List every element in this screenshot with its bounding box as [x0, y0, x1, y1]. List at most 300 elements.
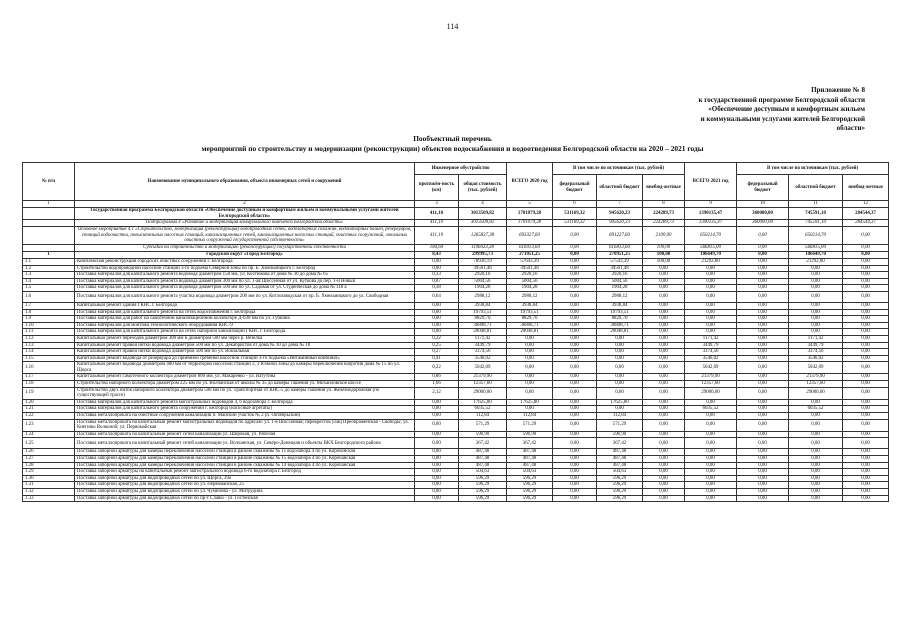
row-value: 0,00	[843, 475, 889, 482]
row-value: 12357,60	[789, 381, 843, 388]
row-value: 0,00	[685, 469, 737, 476]
row-value: 596,29	[459, 488, 507, 495]
row-value: 0,00	[643, 419, 685, 431]
row-value: 0,00	[685, 291, 737, 302]
row-value: 531169,32	[553, 208, 597, 220]
row-name: Поставка материалов для капитального ремонта на сетях напорной канализации ГКНС г. Белгорода	[75, 329, 415, 336]
row-value: 596,29	[507, 495, 553, 502]
row-value: 0,00	[643, 355, 685, 362]
row-value: 299995,73	[459, 251, 507, 258]
row-name: Поставка запорной арматуры для водопроводных сетей по ул. Чумичова - ул. Митрудина	[75, 488, 415, 495]
row-value: 12357,60	[459, 381, 507, 388]
row-value: 0,00	[737, 381, 789, 388]
row-value: 0,00	[415, 456, 459, 463]
row-value: 0,00	[737, 244, 789, 251]
row-value: 106649,70	[789, 251, 843, 258]
row-value: 112,84	[507, 413, 553, 420]
row-value: 0,00	[643, 469, 685, 476]
row-value: 0,00	[737, 374, 789, 381]
row-value: 367,42	[597, 438, 643, 449]
row-value: 0,00	[685, 329, 737, 336]
row-value: 0,00	[737, 488, 789, 495]
row-number: 1.10	[23, 322, 75, 329]
row-value: 1904,28	[507, 285, 553, 292]
row-value: 571,29	[507, 419, 553, 431]
table-row	[23, 265, 889, 272]
row-value: 8829,70	[507, 316, 553, 323]
column-index: 10	[737, 201, 789, 208]
row-name: Поставка запорной арматуры для водопроводных сетей по ул. Щорса, 39а	[75, 475, 415, 482]
row-value: 0,00	[597, 335, 643, 342]
row-value: 0,00	[415, 482, 459, 489]
row-name: Субсидии на строительство и модернизацию (реконструкцию) государственной собственности	[75, 244, 415, 251]
row-value: 0,87	[415, 278, 459, 285]
row-value: 0,00	[643, 309, 685, 316]
row-value: 39501,48	[597, 265, 643, 272]
row-name: Поставка материалов для монтажа технологического оборудования КНС-9	[75, 322, 415, 329]
row-value: 0,00	[737, 362, 789, 374]
table-row	[23, 469, 889, 476]
row-value: 0,00	[685, 278, 737, 285]
row-value: 20048,81	[507, 329, 553, 336]
column-index: 1	[23, 201, 75, 208]
row-value: 0,00	[597, 381, 643, 388]
document-title	[0, 134, 905, 154]
row-value: 19793,51	[459, 309, 507, 316]
row-value: 0,00	[843, 302, 889, 309]
row-value: 0,00	[789, 488, 843, 495]
summary-row	[23, 208, 889, 220]
row-name: Строительство двух ниток напорного коллектора диаметром 500 мм по ул. Транспортная от КНС-5 до камеры гашения ул. Железнодорожная (по существующей трассе)	[75, 387, 415, 399]
row-name: Поставка запорной арматуры на капитальный ремонт магистрального водовода 6-го водозабора г. Белгород	[75, 469, 415, 476]
row-value: 0,00	[415, 322, 459, 329]
table-row	[23, 462, 889, 469]
row-name: Поставка запорной арматуры для водопроводных сетей по ул. Первомайская, 25	[75, 482, 415, 489]
row-value: 0,00	[643, 438, 685, 449]
row-value: 691227,60	[597, 227, 643, 245]
row-value: 0,00	[415, 406, 459, 413]
row-name: Поставка запорной арматуры для водопроводных сетей по пр-т Славы - ул. Гостенская	[75, 495, 415, 502]
row-value: 596,29	[597, 475, 643, 482]
row-value: 0,00	[553, 419, 597, 431]
row-value: 0,00	[737, 456, 789, 463]
row-value: 0,00	[737, 431, 789, 438]
row-value: 360000,00	[737, 220, 789, 227]
row-value: 0,00	[553, 258, 597, 265]
table-row	[23, 285, 889, 292]
row-value: 0,00	[415, 419, 459, 431]
row-value: 0,00	[737, 449, 789, 456]
row-value: 0,00	[643, 387, 685, 399]
row-value: 57543,39	[597, 258, 643, 265]
row-number: 1.1	[23, 258, 75, 265]
table-row	[23, 419, 889, 431]
row-value: 0,00	[643, 335, 685, 342]
row-number: 1.6	[23, 291, 75, 302]
row-value: 0,00	[553, 406, 597, 413]
row-number: 1.33	[23, 495, 75, 502]
table-row	[23, 309, 889, 316]
row-value: 0,00	[737, 309, 789, 316]
row-value: 0,00	[789, 456, 843, 463]
row-value: 0,00	[553, 278, 597, 285]
row-value: 39501,48	[459, 265, 507, 272]
row-value: 0,00	[553, 342, 597, 349]
row-value: 6035,52	[685, 406, 737, 413]
row-value: 0,00	[415, 488, 459, 495]
table-row	[23, 482, 889, 489]
objects-table	[22, 162, 889, 502]
row-value: 0,00	[685, 399, 737, 406]
row-value: 596,90	[597, 431, 643, 438]
row-number	[23, 208, 75, 220]
header-sources-2020: В том числе по источникам (тыс. рублей)	[553, 163, 685, 175]
row-value: 1390135,47	[685, 220, 737, 227]
row-value: 0,00	[789, 399, 843, 406]
row-value: 0,00	[737, 265, 789, 272]
row-value: 1,66	[415, 381, 459, 388]
table-row	[23, 329, 889, 336]
table-row	[23, 438, 889, 449]
row-value: 0,00	[843, 309, 889, 316]
row-value: 0,00	[789, 316, 843, 323]
row-name: Поставка материалов для капитального ремонта водовода диаметром 500 мм по ул. Садовая от ул. Студенческая до дома № 118 а	[75, 285, 415, 292]
row-value: 184,69	[415, 244, 459, 251]
row-value: 0,00	[737, 335, 789, 342]
row-value: 0,00	[597, 406, 643, 413]
column-index: 4	[459, 201, 507, 208]
row-value: 3449,79	[459, 342, 507, 349]
row-value: 0,00	[737, 272, 789, 279]
row-number: 1	[23, 251, 75, 258]
row-number: 1.7	[23, 302, 75, 309]
row-value: 0,00	[685, 316, 737, 323]
row-number: 1.8	[23, 309, 75, 316]
row-value: 0,00	[553, 227, 597, 245]
row-value: 20048,81	[597, 329, 643, 336]
row-value: 0,00	[737, 469, 789, 476]
column-index: 7	[597, 201, 643, 208]
row-value: 5004,56	[597, 278, 643, 285]
row-value: 271051,25	[507, 251, 553, 258]
row-value: 21379,90	[459, 374, 507, 381]
table-row	[23, 272, 889, 279]
row-value: 29000,00	[789, 387, 843, 399]
header-extra: внебюд-жетные	[643, 175, 685, 201]
row-value: 0,00	[685, 272, 737, 279]
row-value: 36808,71	[507, 322, 553, 329]
row-value: 0,00	[685, 309, 737, 316]
header-federal: федеральный бюджет	[737, 175, 789, 201]
table-row	[23, 355, 889, 362]
row-name: Комплексная реконструкция городских очистных сооружений г. Белгорода	[75, 258, 415, 265]
row-value: 487,48	[459, 456, 507, 463]
row-value: 0,64	[415, 291, 459, 302]
row-value: 1171,42	[459, 335, 507, 342]
row-value: 0,86	[415, 374, 459, 381]
row-value: 3013509,82	[459, 220, 507, 227]
title-line: Пообъектный перечень	[413, 134, 492, 143]
row-value: 0,00	[553, 251, 597, 258]
row-value: 0,00	[685, 449, 737, 456]
row-value: 0,00	[843, 349, 889, 356]
table-row	[23, 475, 889, 482]
row-value: 0,00	[597, 387, 643, 399]
row-value: 0,00	[643, 329, 685, 336]
row-value: 5004,56	[459, 278, 507, 285]
row-number: 1.5	[23, 285, 75, 292]
row-number: 1.13	[23, 342, 75, 349]
summary-row	[23, 220, 889, 227]
row-value: 17625,80	[597, 399, 643, 406]
row-value: 0,00	[843, 244, 889, 251]
row-value: 0,41	[415, 355, 459, 362]
row-value: 0,00	[737, 462, 789, 469]
row-value: 0,00	[553, 387, 597, 399]
row-value: 0,00	[415, 413, 459, 420]
header-num: № п/п	[23, 163, 75, 201]
row-value: 0,00	[643, 278, 685, 285]
row-value: 0,00	[789, 309, 843, 316]
row-value: 0,00	[789, 329, 843, 336]
header-extra: внебюд-жетные	[843, 175, 889, 201]
row-value: 0,00	[789, 413, 843, 420]
row-value: 3374,56	[685, 349, 737, 356]
row-value: 0,00	[843, 381, 889, 388]
row-value: 487,48	[459, 462, 507, 469]
row-value: 0,00	[843, 258, 889, 265]
row-value: 1701079,28	[507, 208, 553, 220]
row-value: 0,00	[553, 302, 597, 309]
row-value: 0,00	[737, 355, 789, 362]
row-value: 3374,56	[789, 349, 843, 356]
table-row	[23, 302, 889, 309]
row-value: 0,00	[597, 349, 643, 356]
row-value: 2988,12	[507, 291, 553, 302]
row-value: 0,00	[737, 349, 789, 356]
row-value: 0,00	[843, 406, 889, 413]
row-value: 596,29	[459, 495, 507, 502]
row-value: 0,27	[415, 349, 459, 356]
row-value: 100,00	[643, 244, 685, 251]
row-value: 0,00	[643, 449, 685, 456]
row-name: Подпрограмма 4 «Развитие и модернизация коммунального комплекса Белгородской области»	[75, 220, 415, 227]
table-row	[23, 495, 889, 502]
row-value: 0,00	[843, 482, 889, 489]
row-value: 0,00	[737, 329, 789, 336]
row-value: 0,00	[507, 355, 553, 362]
row-value: 5042,09	[459, 362, 507, 374]
row-value: 0,00	[843, 342, 889, 349]
row-value: 596,29	[597, 488, 643, 495]
row-name: Капитальный ремонт здания ГКНС г. Белгорода	[75, 302, 415, 309]
row-value: 0,00	[737, 495, 789, 502]
row-value: 57643,39	[507, 258, 553, 265]
header-regional: областной бюджет	[789, 175, 843, 201]
appendix-line: Приложение № 8	[811, 86, 865, 94]
row-number: 1.12	[23, 335, 75, 342]
appendix-line: «Обеспечение доступным и комфортным жильем	[708, 105, 865, 113]
row-value: 0,25	[415, 342, 459, 349]
row-value: 0,00	[843, 488, 889, 495]
table-row	[23, 362, 889, 374]
row-value: 112,84	[459, 413, 507, 420]
row-value: 504,63	[459, 469, 507, 476]
row-value: 0,00	[843, 449, 889, 456]
row-value: 0,00	[643, 462, 685, 469]
row-value: 0,00	[643, 349, 685, 356]
row-value: 0,00	[737, 438, 789, 449]
row-value: 0,00	[507, 335, 553, 342]
row-value: 1701079,28	[507, 220, 553, 227]
row-value: 0,00	[415, 438, 459, 449]
row-value: 0,00	[553, 291, 597, 302]
page-number: 114	[446, 22, 459, 31]
row-value: 36808,71	[459, 322, 507, 329]
row-value: 0,00	[685, 482, 737, 489]
row-value: 0,00	[737, 322, 789, 329]
row-value: 367,42	[459, 438, 507, 449]
row-value: 224289,73	[643, 208, 685, 220]
row-value: 0,00	[843, 251, 889, 258]
row-value: 3546,02	[789, 355, 843, 362]
table-row	[23, 449, 889, 456]
row-number: 1.30	[23, 475, 75, 482]
row-name: Капитальный ремонт водовода диаметром 400 мм от территории насосной станции 2, 3 Южной Зоны до камеры переключения напротив дома № 15 по ул. Щорса	[75, 362, 415, 374]
row-value: 650214,70	[789, 227, 843, 245]
row-value: 112,84	[597, 413, 643, 420]
header-sources-2021: В том числе по источникам (тыс. рублей)	[737, 163, 889, 175]
row-value: 531169,32	[553, 220, 597, 227]
row-value: 0,00	[789, 265, 843, 272]
row-value: 8829,70	[597, 316, 643, 323]
row-value: 0,00	[789, 419, 843, 431]
row-value: 0,00	[643, 316, 685, 323]
row-value: 3013509,82	[459, 208, 507, 220]
row-value: 0,00	[643, 362, 685, 374]
row-value: 0,00	[553, 381, 597, 388]
row-value: 0,00	[843, 322, 889, 329]
row-value: 566815,00	[685, 244, 737, 251]
row-name: Поставка запорной арматуры для камеры переключения насосной станции в районе скважины № 15 водозабора 4 по ул. Корочанская	[75, 456, 415, 463]
row-value: 36808,71	[597, 322, 643, 329]
row-value: 0,00	[553, 495, 597, 502]
row-name: Поставка металлопроката на капитальный ремонт сетей канализации ул. Волчанская, ул. Северо-Донецкая и объекты ВКХ Белгородского района	[75, 438, 415, 449]
row-value: 0,00	[843, 419, 889, 431]
row-value: 3449,79	[685, 342, 737, 349]
header-total-2020: ВСЕГО 2020 год	[507, 163, 553, 201]
row-value: 2988,12	[459, 291, 507, 302]
row-value: 0,00	[553, 265, 597, 272]
row-name: Капитальный ремонт водовода от резервуара до приемной гребенки насосной станции 3-го подъема «Интаминный комбинат»	[75, 355, 415, 362]
row-value: 0,00	[597, 355, 643, 362]
row-value: 945620,23	[597, 220, 643, 227]
table-row	[23, 413, 889, 420]
row-value: 0,00	[843, 399, 889, 406]
row-value: 0,00	[553, 322, 597, 329]
row-value: 487,48	[597, 449, 643, 456]
row-value: 0,00	[789, 431, 843, 438]
row-value: 0,00	[685, 285, 737, 292]
row-value: 487,48	[597, 456, 643, 463]
column-index: 12	[843, 201, 889, 208]
row-value: 616913,60	[507, 244, 553, 251]
row-value: 487,48	[459, 449, 507, 456]
row-value: 566815,00	[789, 244, 843, 251]
table-row	[23, 431, 889, 438]
row-value: 0,00	[415, 329, 459, 336]
row-number: 1.27	[23, 456, 75, 463]
row-value: 0,00	[553, 272, 597, 279]
row-value: 5042,09	[789, 362, 843, 374]
row-value: 0,00	[789, 469, 843, 476]
row-value: 0,00	[685, 302, 737, 309]
row-value: 487,48	[507, 449, 553, 456]
row-value: 0,00	[553, 335, 597, 342]
row-value: 0,00	[685, 488, 737, 495]
row-value: 19793,51	[507, 309, 553, 316]
row-value: 0,00	[643, 291, 685, 302]
row-number: 1.22	[23, 413, 75, 420]
row-value: 0,22	[415, 335, 459, 342]
row-value: 0,00	[685, 475, 737, 482]
row-value: 0,00	[507, 349, 553, 356]
row-value: 5042,09	[685, 362, 737, 374]
row-value: 284544,37	[843, 208, 889, 220]
row-name: Государственная программа Белгородской области «Обеспечение доступным и комфортным жильем и коммунальными услугами жителей Белгородской области»	[75, 208, 415, 220]
row-value: 0,38	[415, 285, 459, 292]
summary-row	[23, 227, 889, 245]
row-value: 504,63	[507, 469, 553, 476]
row-name: Капитальный ремонт правой нитки водовода диаметром 500 мм по ул. Декабристов от дома № 10 до дома № 18	[75, 342, 415, 349]
row-value: 0,00	[643, 488, 685, 495]
title-line: мероприятий по строительству и модернизации (реконструкции) объектов водоснабжения и водоотведения Белгородской области на 2020 – 2021 годы	[201, 144, 704, 153]
row-value: 0,00	[507, 387, 553, 399]
row-value: 0,00	[507, 406, 553, 413]
row-value: 21292,80	[685, 258, 737, 265]
table-body	[23, 201, 889, 502]
row-value: 0,00	[553, 449, 597, 456]
column-index: 2	[75, 201, 415, 208]
row-value: 1106023,38	[459, 244, 507, 251]
row-value: 29000,00	[459, 387, 507, 399]
row-value: 0,00	[553, 399, 597, 406]
row-value: 0,00	[789, 438, 843, 449]
row-number: 1.17	[23, 374, 75, 381]
row-value: 0,00	[553, 316, 597, 323]
row-value: 2920,16	[459, 272, 507, 279]
row-value: 5004,56	[507, 278, 553, 285]
row-value: 650214,70	[685, 227, 737, 245]
row-name: Основное мероприятие 4.1 «Строительство, модернизация (реконструкция) водопроводных сетей, водозаборных скважин, водонапорных башен, резервуаров, станций водоочистки, повысительных насосных станций, канализационных сетей, канализационных насосных станций, очистных сооружений, локальных очистных сооружений государственной собственности»	[75, 227, 415, 245]
row-name: Поставка материалов для капитального ремонта водовода диаметром 150 мм, ул. Костюкова от дома № 36 до дома № 65	[75, 272, 415, 279]
row-name: Поставка материалов для капитального ремонта сооружений г. Белгород (насосные агрегаты)	[75, 406, 415, 413]
row-value: 0,22	[415, 362, 459, 374]
row-value: 0,00	[737, 316, 789, 323]
row-value: 21379,90	[789, 374, 843, 381]
row-value: 0,00	[553, 482, 597, 489]
row-value: 596,29	[507, 482, 553, 489]
appendix-line: области»	[836, 124, 865, 132]
column-index: 6	[553, 201, 597, 208]
row-value: 0,00	[643, 431, 685, 438]
row-value: 0,00	[553, 244, 597, 251]
row-value: 0,00	[643, 406, 685, 413]
row-value: 0,00	[643, 456, 685, 463]
row-value: 1904,28	[459, 285, 507, 292]
row-number: 1.14	[23, 349, 75, 356]
summary-row	[23, 244, 889, 251]
